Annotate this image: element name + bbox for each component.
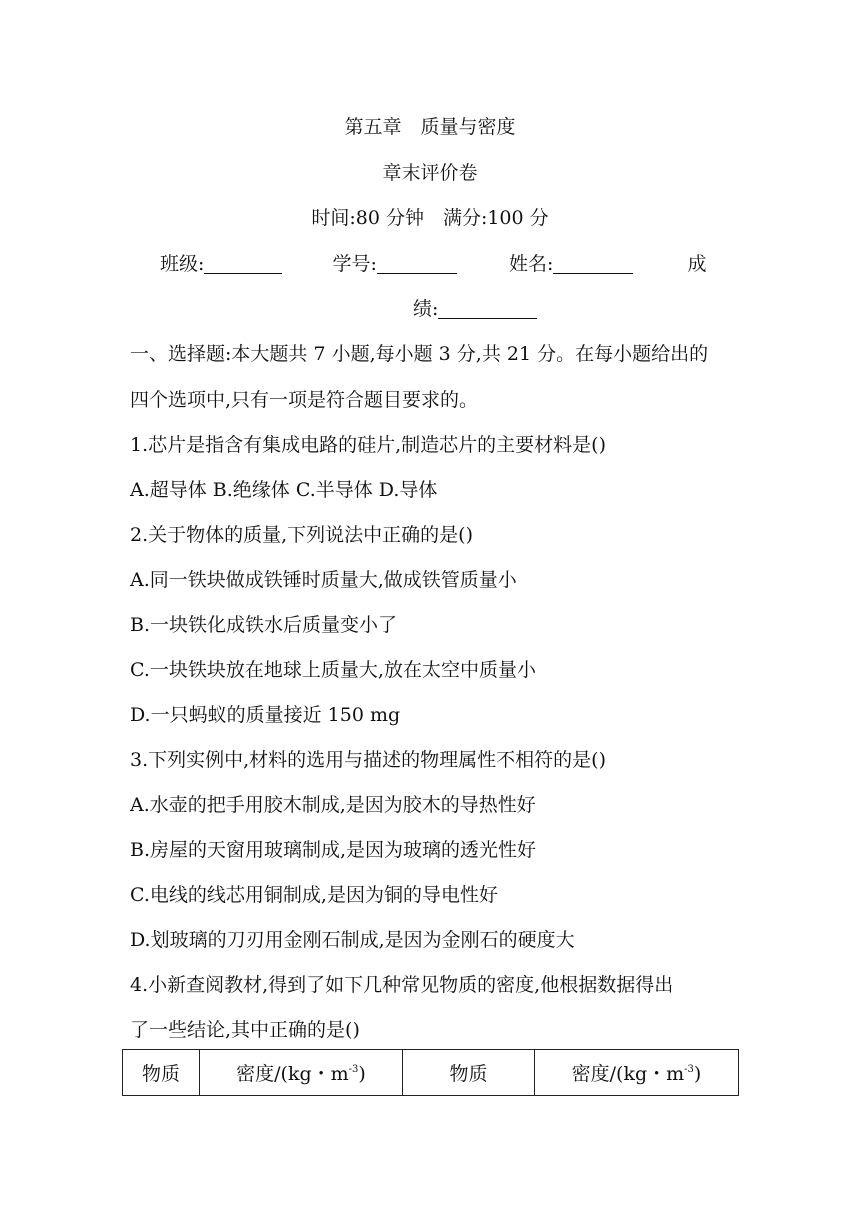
table-header-cell: 密度/(kg・$m^{-3}$) xyxy=(200,1050,403,1096)
unit-exponent: -3 xyxy=(684,1064,694,1075)
question-2-stem: 2.关于物体的质量,下列说法中正确的是() xyxy=(130,524,473,546)
question-4-stem-line2: 了一些结论,其中正确的是() xyxy=(130,1019,360,1041)
name-blank[interactable] xyxy=(553,255,633,274)
exam-subtitle: 章末评价卷 xyxy=(382,162,478,184)
student-id-blank[interactable] xyxy=(377,255,457,274)
section1-instructions-line1: 一、选择题:本大题共 7 小题,每小题 3 分,共 21 分。在每小题给出的 xyxy=(130,343,709,365)
section1-instructions-line2: 四个选项中,只有一项是符合题目要求的。 xyxy=(130,389,479,411)
score-label-part1: 成 xyxy=(687,253,707,275)
student-info-row xyxy=(160,252,707,276)
question-3-option-d: D.划玻璃的刀刃用金刚石制成,是因为金刚石的硬度大 xyxy=(130,929,575,951)
score-blank[interactable] xyxy=(438,300,537,319)
student-id-label: 学号: xyxy=(332,253,377,275)
question-2-option-d: D.一只蚂蚁的质量接近 150 mg xyxy=(130,704,401,726)
question-3-option-c: C.电线的线芯用铜制成,是因为铜的导电性好 xyxy=(130,884,498,906)
score-label-part2: 绩: xyxy=(413,298,439,320)
question-3-option-b: B.房屋的天窗用玻璃制成,是因为玻璃的透光性好 xyxy=(130,839,537,861)
table-header-row xyxy=(123,1050,739,1096)
table-header-cell: 物质 xyxy=(123,1050,200,1096)
chapter-title: 第五章 质量与密度 xyxy=(344,116,516,138)
question-2-option-b: B.一块铁化成铁水后质量变小了 xyxy=(130,614,398,636)
question-2-option-a: A.同一铁块做成铁锤时质量大,做成铁管质量小 xyxy=(130,569,517,591)
time-info: 时间:80 分钟 满分:100 分 xyxy=(311,207,549,229)
question-2-option-c: C.一块铁块放在地球上质量大,放在太空中质量小 xyxy=(130,659,536,681)
name-label: 姓名: xyxy=(509,253,554,275)
question-4-stem-line1: 4.小新查阅教材,得到了如下几种常见物质的密度,他根据数据得出 xyxy=(130,974,674,996)
density-table xyxy=(122,1049,739,1096)
score-row xyxy=(413,297,537,321)
table-header-cell: 密度/(kg・$m^{-3}$) xyxy=(535,1050,739,1096)
question-1-stem: 1.芯片是指含有集成电路的硅片,制造芯片的主要材料是() xyxy=(130,434,606,456)
question-3-stem: 3.下列实例中,材料的选用与描述的物理属性不相符的是() xyxy=(130,749,606,771)
unit-exponent: -3 xyxy=(348,1064,359,1075)
class-blank[interactable] xyxy=(204,255,282,274)
question-3-option-a: A.水壶的把手用胶木制成,是因为胶木的导热性好 xyxy=(130,794,536,816)
class-label: 班级: xyxy=(160,253,205,275)
table-header-cell: 物质 xyxy=(403,1050,535,1096)
question-1-options: A.超导体 B.绝缘体 C.半导体 D.导体 xyxy=(130,479,438,501)
